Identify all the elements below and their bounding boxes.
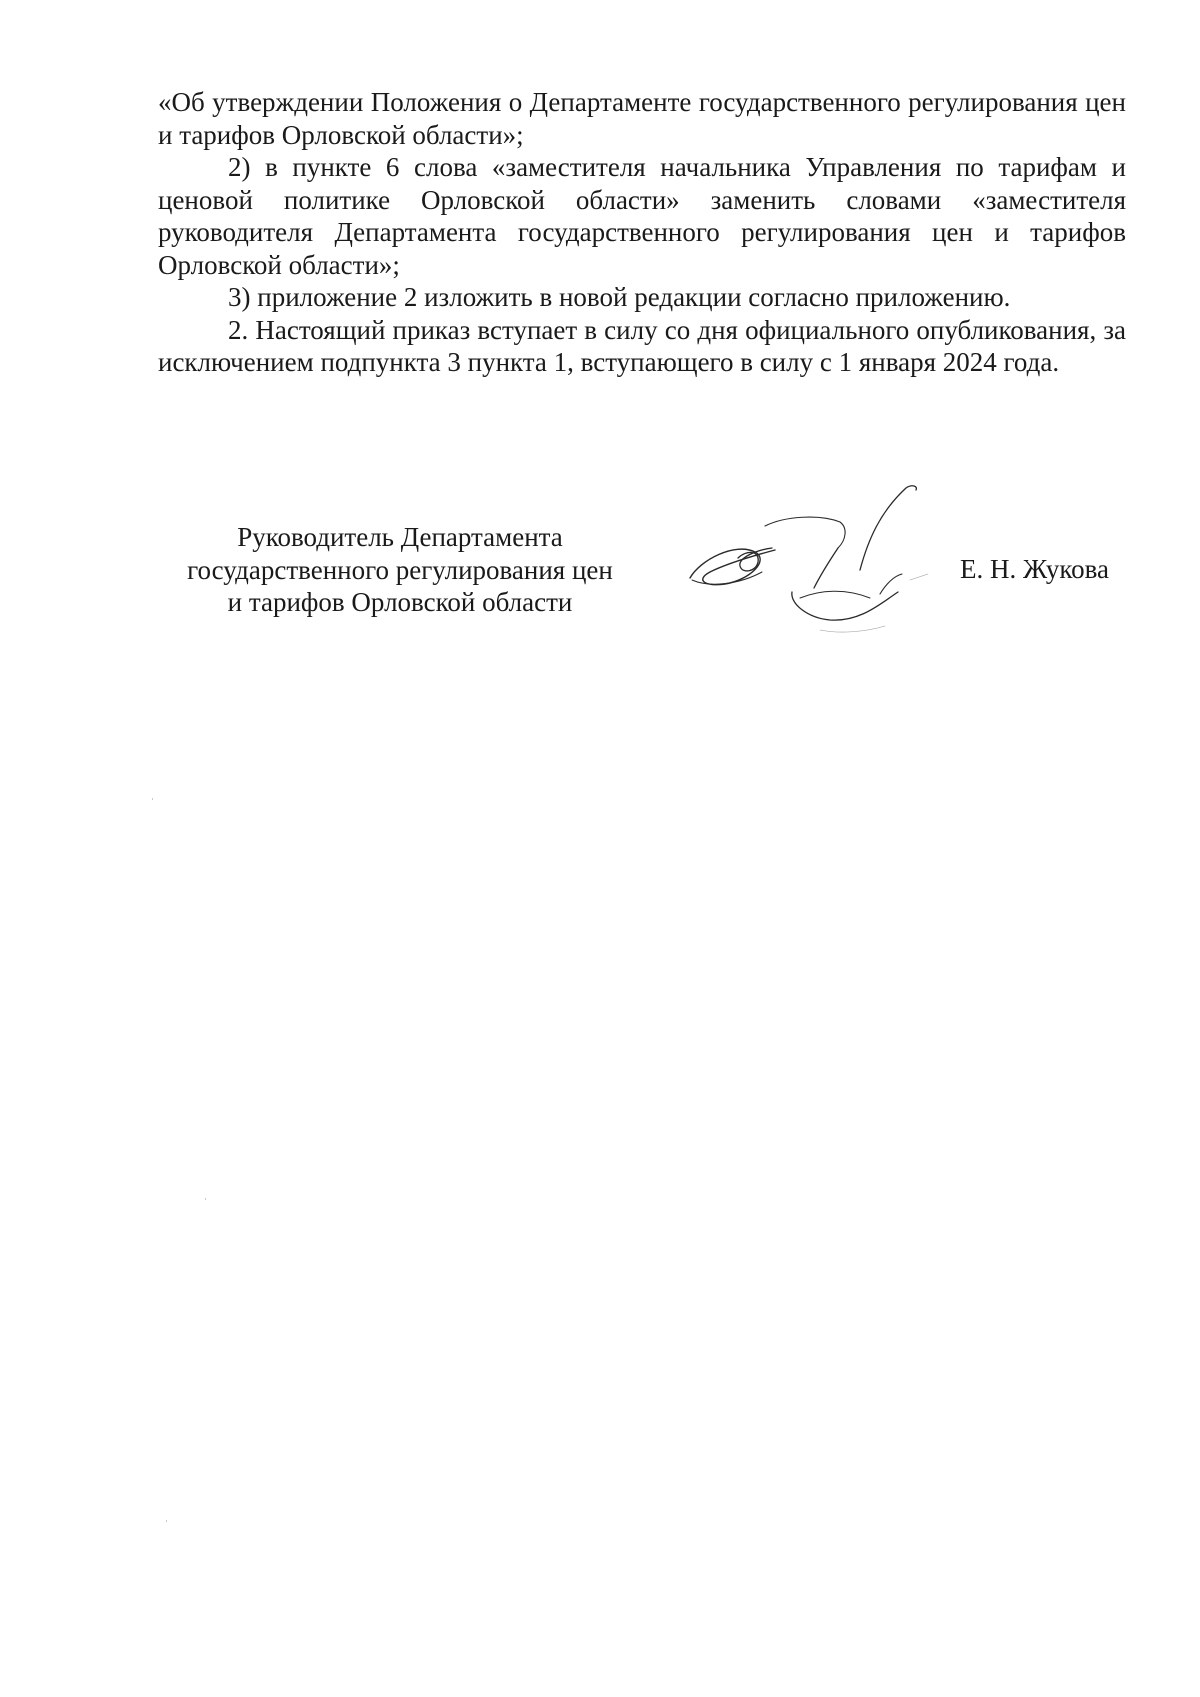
scan-speck xyxy=(152,798,153,800)
paragraph-effective-date: 2. Настоящий приказ вступает в силу со дня официального опубликования, за исключением подпункта 3 пункта 1, вступающего в силу с 1 января 2024 года. xyxy=(158,314,1126,377)
signatory-position xyxy=(160,521,640,619)
signatory-position-line-3: и тарифов Орловской области xyxy=(227,587,573,617)
scan-speck xyxy=(205,1198,206,1200)
signatory-position-line-2: государственного регулирования цен xyxy=(187,554,613,585)
signatory-position-line-1: Руководитель Департамента xyxy=(237,522,563,552)
document-body xyxy=(158,86,1126,379)
signatory-name: Е. Н. Жукова xyxy=(960,554,1109,584)
handwritten-signature xyxy=(680,480,940,640)
paragraph-intro-continuation: «Об утверждении Положения о Департаменте государственного регулирования цен и тарифов Орловской области»; xyxy=(158,87,1126,150)
paragraph-item-2: 2) в пункте 6 слова «заместителя начальника Управления по тарифам и ценовой политике Орловской области» заменить словами «заместителя руководителя Департамента государственного регулирования цен и тарифов Орловской области»; xyxy=(158,152,1126,280)
scan-speck xyxy=(166,1520,167,1522)
paragraph-item-3: 3) приложение 2 изложить в новой редакции согласно приложению. xyxy=(228,282,1011,312)
